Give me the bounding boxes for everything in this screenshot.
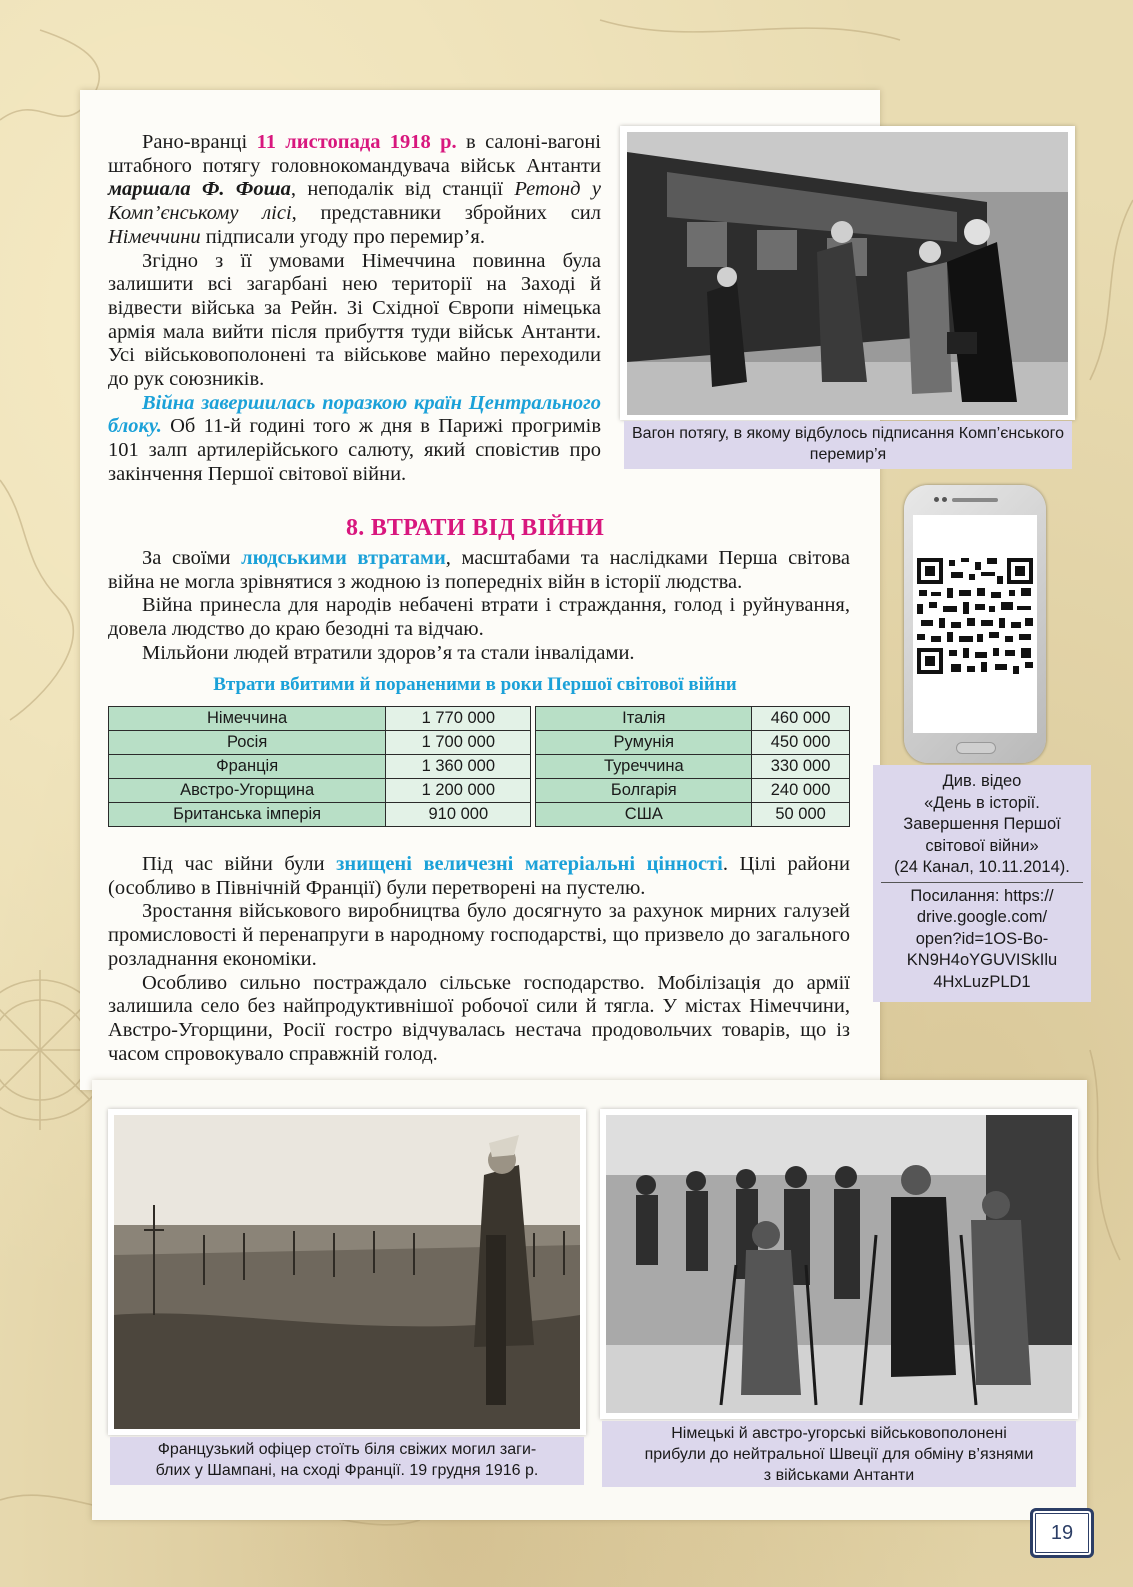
caption-line: Німецькі й австро-угорські військовополонені [671,1425,1007,1442]
war-end-highlight: Війна завершилась поразкою країн Центрального блоку. [108,391,601,438]
country-cell: Болгарія [536,779,752,803]
table-row [109,755,850,779]
losses-cell: 460 000 [752,707,850,731]
country-cell: Австро-Угорщина [109,779,386,803]
place-name: Ретонд у Комп’єнському лісі [108,178,601,225]
germany-name: Німеччини [108,225,201,248]
losses-cell: 1 360 000 [386,755,531,779]
section-paragraph-2: Війна принесла для народів небачені втрати і страждання, голод і руйнування, довела людство до краю безодні та відчаю. [108,594,850,641]
losses-cell: 240 000 [752,779,850,803]
video-note-line: «День в історії. [924,793,1040,812]
table-title: Втрати вбитими й пораненими в роки Першої світової війни [213,674,737,695]
country-cell: Румунія [536,731,752,755]
train-photo-caption: Вагон потягу, в якому відбулось підписання Комп’єнського перемир’я [624,421,1072,469]
after-table-paragraph-1: Під час війни були знищені величезні матеріальні цінності. Цілі райони (особливо в Північній Франції) були перетворені на пустелю. [108,853,851,899]
country-cell: Італія [536,707,752,731]
caption-line: прибули до нейтральної Швеції для обміну в’язнями [644,1446,1034,1463]
marshal-name: маршала Ф. Фоша [108,178,291,201]
section-paragraph-1: За своїми людськими втратами, масштабами та наслідками Перша світова війна не могла зрівнятися з жодною із попередніх війн в історії людства. [108,547,850,593]
video-reference-box [873,765,1091,1002]
intro-paragraph-1: Рано-вранці 11 листопада 1918 р. в салоні-вагоні штабного потягу головнокомандувача військ Антанти маршала Ф. Фоша, неподалік від станції Ретонд у Комп’єнському лісі, представники збройних сил Німеччини підписали угоду про перемир’я. [108,131,601,248]
losses-cell: 1 770 000 [386,707,531,731]
phone-illustration [904,485,1046,763]
section-title: 8. ВТРАТИ ВІД ВІЙНИ [345,515,605,541]
table-row [109,803,850,827]
after-table-paragraph-2: Зростання військового виробництва було досягнуто за рахунок мирних галузей промисловості й перенапруги в народному господарстві, що призвело до загального розладнання економіки. [108,900,850,970]
video-link-line[interactable]: drive.google.com/ [916,908,1048,926]
divider [881,882,1083,883]
video-link-line[interactable]: KN9H4oYGUVISkIlu [906,951,1058,969]
prisoners-photo-caption [602,1421,1076,1487]
intro-paragraph-3: Війна завершилась поразкою країн Центрального блоку. Об 11-й годині того ж дня в Парижі прогримів 101 залп артилерійського салюту, який сповістив про закінчення Першої світової війни. [108,391,601,485]
country-cell: США [536,803,752,827]
country-cell: Франція [109,755,386,779]
video-note-line: Див. відео [942,772,1022,790]
country-cell: Німеччина [109,707,386,731]
officer-photo [114,1115,580,1429]
losses-cell: 330 000 [752,755,850,779]
caption-line: Французький офіцер стоїть біля свіжих могил заги- [157,1441,537,1458]
losses-cell: 50 000 [752,803,850,827]
country-cell: Британська імперія [109,803,386,827]
intro-text [108,131,601,487]
after-table-paragraph-3: Особливо сильно постраждало сільське господарство. Мобілізація до армії залишила село без найпродуктивнішої робочої сили й тягла. У містах Німеччини, Австро-Угорщини, Росії гостро відчувалась нестача продовольчих товарів, що із часом спровокувало справжній голод. [108,971,850,1065]
section-paragraph-3: Мільйони людей втратили здоров’я та стали інвалідами. [142,641,635,664]
video-link-line[interactable]: 4HxLuzPLD1 [933,972,1031,991]
qr-code-icon[interactable] [913,515,1037,733]
caption-line: з військами Антанти [763,1467,915,1484]
losses-cell: 1 700 000 [386,731,531,755]
country-cell: Туреччина [536,755,752,779]
video-note-line: світової війни» [925,836,1039,855]
video-link-line[interactable]: Посилання: https:// [910,886,1054,905]
train-photo [627,132,1068,415]
video-note-line: Завершення Першої [903,815,1061,833]
video-note-line: (24 Канал, 10.11.2014). [894,858,1070,876]
losses-cell: 450 000 [752,731,850,755]
table-row [109,779,850,803]
losses-cell: 910 000 [386,803,531,827]
caption-line: блих у Шампані, на сході Франції. 19 грудня 1916 р. [155,1462,539,1479]
after-table-text [108,853,850,1066]
video-link-line[interactable]: open?id=1OS-Bo- [915,929,1049,948]
table-row [109,731,850,755]
country-cell: Росія [109,731,386,755]
table-row [109,707,850,731]
officer-photo-caption [110,1437,584,1485]
section-text [108,547,850,666]
material-losses-highlight: знищені величезні матеріальні цінності [336,853,723,875]
losses-table [108,706,850,827]
page-number: 19 [1030,1508,1094,1558]
human-losses-highlight: людськими втратами [241,547,446,569]
intro-paragraph-2: Згідно з її умовами Німеччина повинна була залишити всі загарбані нею території на Заході й відвести війська за Рейн. Зі Східної Європи німецька армія мала вийти після прибуття туди військ Антанти. Усі військовополонені та військове майно переходили до рук союзників. [108,249,601,391]
prisoners-photo [606,1115,1072,1413]
losses-cell: 1 200 000 [386,779,531,803]
date-highlight: 11 листопада 1918 р. [256,131,457,153]
phone-screen [913,515,1037,733]
